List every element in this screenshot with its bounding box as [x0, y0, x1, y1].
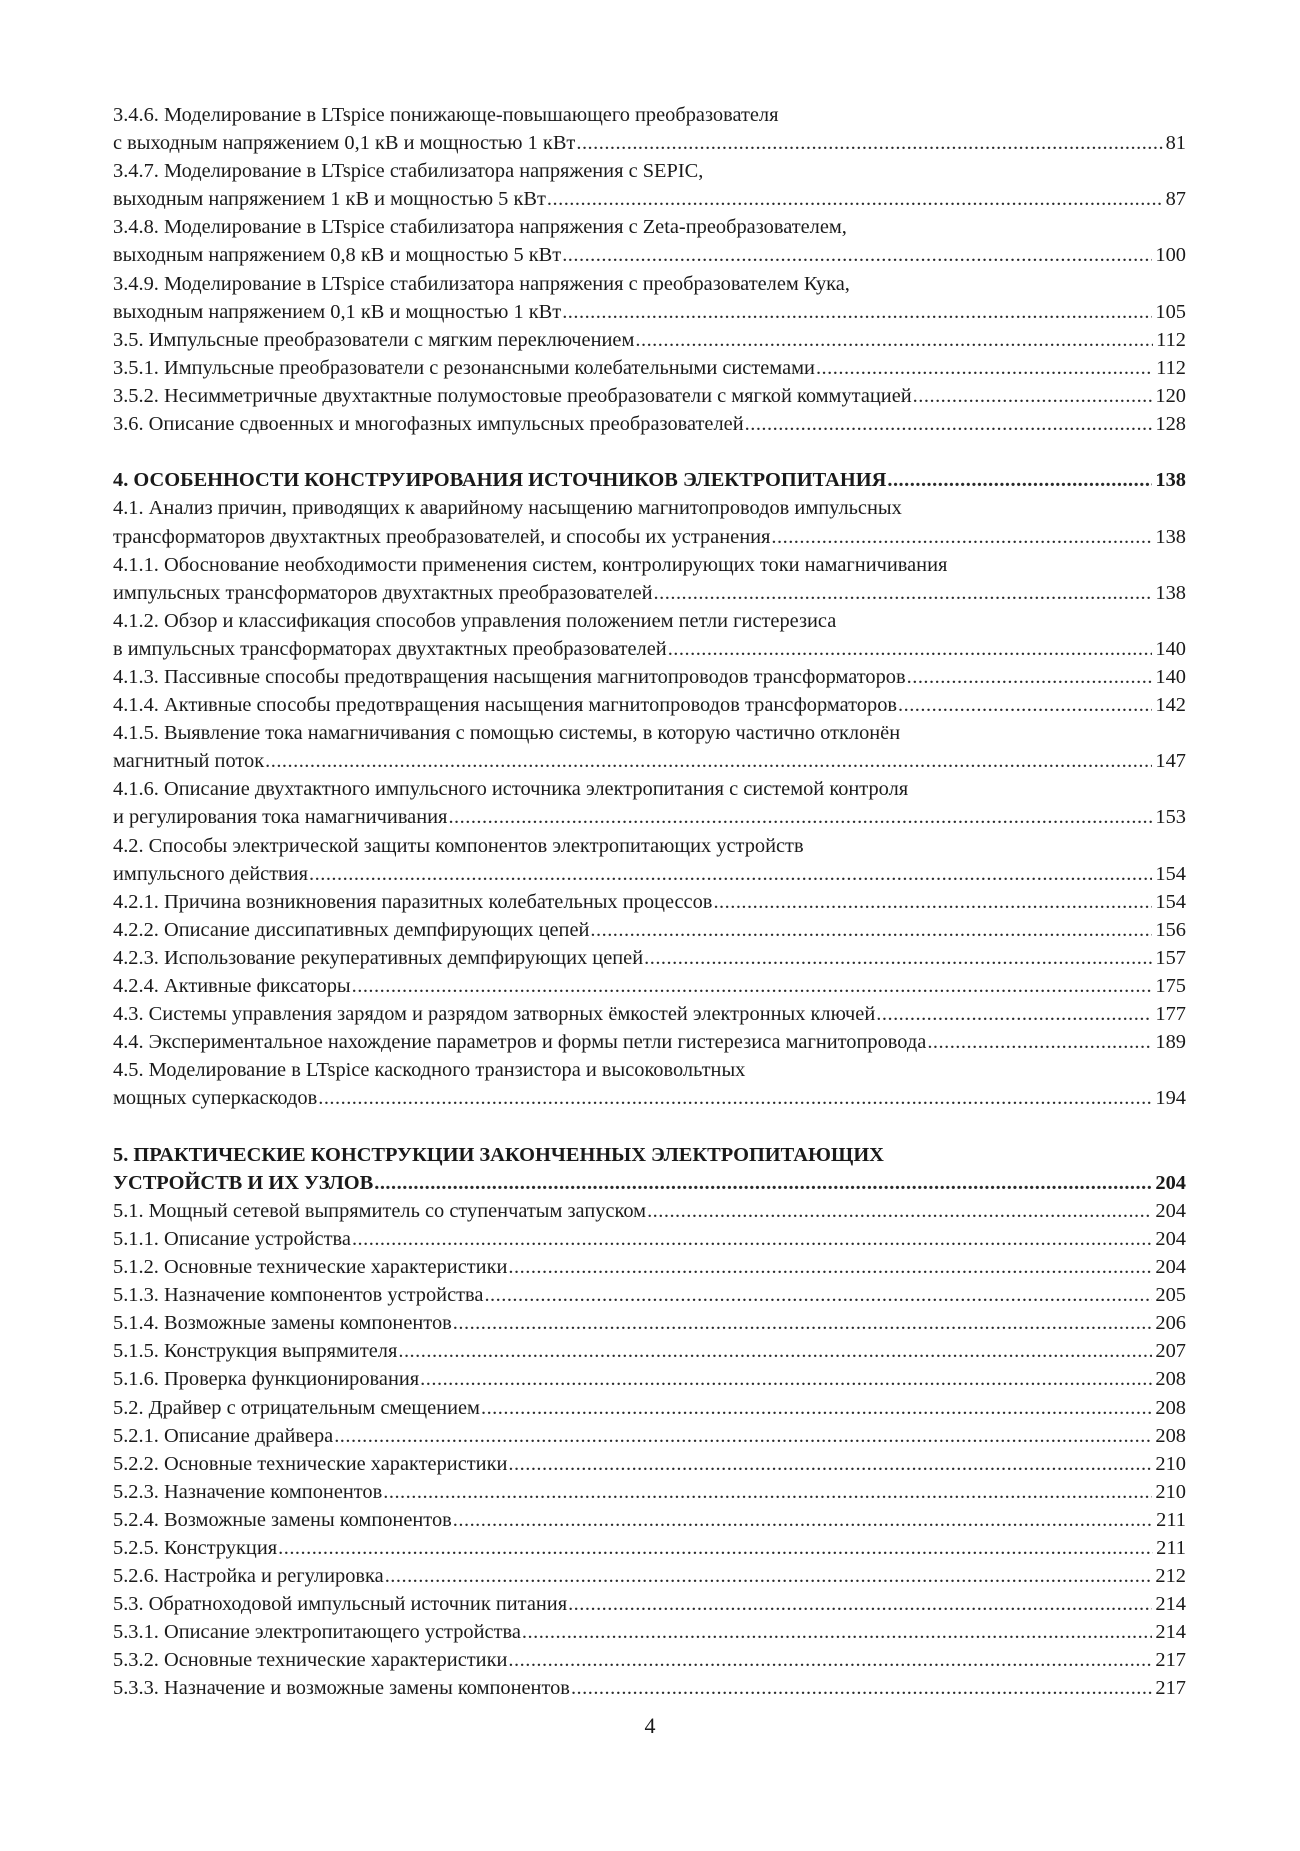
toc-line	[113, 298, 1186, 326]
toc-entry-title: 5.3.3. Назначение и возможные замены компонентов	[113, 1677, 570, 1700]
toc-page-number: 128	[1155, 413, 1186, 436]
toc-page-number: 208	[1155, 1424, 1186, 1447]
toc-entry-title: 4.1.4. Активные способы предотвращения насыщения магнитопроводов трансформаторов	[113, 694, 898, 717]
toc-entry	[113, 1253, 1186, 1281]
toc-entry	[113, 1028, 1186, 1056]
toc-chapter-heading	[113, 1141, 1186, 1197]
toc-entry-title: 3.4.9. Моделирование в LTspice стабилизатора напряжения с преобразователем Кука,	[113, 272, 850, 295]
toc-entry	[113, 551, 1186, 607]
toc-entry-title: 4.1. Анализ причин, приводящих к аварийному насыщению магнитопроводов импульсных	[113, 497, 902, 520]
toc-entry	[113, 382, 1186, 410]
toc-page-number: 207	[1155, 1340, 1186, 1363]
toc-entry-title: 5.3. Обратноходовой импульсный источник питания	[113, 1593, 568, 1616]
toc-entry	[113, 354, 1186, 382]
toc-entry	[113, 1478, 1186, 1506]
toc-page-number: 204	[1155, 1256, 1186, 1279]
toc-line	[113, 1056, 1186, 1084]
toc-entry	[113, 1337, 1186, 1365]
toc-entry-title: импульсного действия	[113, 862, 309, 885]
toc-line	[113, 1506, 1186, 1534]
toc-chapter-heading	[113, 466, 1186, 494]
toc-page-number: 105	[1155, 300, 1186, 323]
toc-line	[113, 213, 1186, 241]
toc-entry	[113, 832, 1186, 888]
toc-line	[113, 382, 1186, 410]
toc-entry-title: 4.1.1. Обоснование необходимости применения систем, контролирующих токи намагничивания	[113, 553, 948, 576]
dot-leader	[352, 1225, 1152, 1253]
toc-line	[113, 1141, 1186, 1169]
toc-page-number: 142	[1155, 694, 1186, 717]
toc-entry-title: 5. ПРАКТИЧЕСКИЕ КОНСТРУКЦИИ ЗАКОНЧЕННЫХ ЭЛЕКТРОПИТАЮЩИХ	[113, 1143, 884, 1166]
toc-line	[113, 1253, 1186, 1281]
toc-page-number: 194	[1155, 1087, 1186, 1110]
toc-page-number: 204	[1155, 1227, 1186, 1250]
toc-page-number: 112	[1156, 356, 1186, 379]
toc-entry-title: 4. ОСОБЕННОСТИ КОНСТРУИРОВАНИЯ ИСТОЧНИКОВ ЭЛЕКТРОПИТАНИЯ	[113, 469, 887, 492]
toc-entry	[113, 1562, 1186, 1590]
toc-entry	[113, 775, 1186, 831]
toc-line	[113, 1618, 1186, 1646]
toc-page-number: 138	[1155, 581, 1186, 604]
toc-page-number: 140	[1155, 637, 1186, 660]
dot-leader	[318, 1084, 1152, 1112]
toc-entry-title: 3.6. Описание сдвоенных и многофазных импульсных преобразователей	[113, 413, 744, 436]
toc-line	[113, 1169, 1186, 1197]
section-gap	[113, 1112, 1186, 1140]
toc-entry	[113, 1309, 1186, 1337]
toc-entry-title: 4.2.1. Причина возникновения паразитных колебательных процессов	[113, 890, 713, 913]
section-gap	[113, 438, 1186, 466]
toc-entry-title: выходным напряжением 1 кВ и мощностью 5 кВт	[113, 188, 546, 211]
toc-line	[113, 1309, 1186, 1337]
toc-page-number: 204	[1155, 1199, 1186, 1222]
dot-leader	[927, 1028, 1152, 1056]
toc-page-number: 87	[1165, 188, 1186, 211]
toc-line	[113, 944, 1186, 972]
toc-entry	[113, 888, 1186, 916]
toc-line	[113, 1646, 1186, 1674]
toc-entry-title: 3.5. Импульсные преобразователи с мягким переключением	[113, 328, 635, 351]
dot-leader	[713, 888, 1152, 916]
toc-line	[113, 523, 1186, 551]
toc-page-number: 81	[1165, 132, 1186, 155]
toc-line	[113, 101, 1186, 129]
toc-line	[113, 1028, 1186, 1056]
dot-leader	[547, 185, 1163, 213]
toc-page-number: 175	[1155, 975, 1186, 997]
dot-leader	[508, 1646, 1152, 1674]
toc-page-number: 212	[1155, 1565, 1186, 1588]
toc-page-number: 204	[1155, 1171, 1186, 1194]
dot-leader	[481, 1394, 1152, 1422]
dot-leader	[334, 1422, 1152, 1450]
toc-entry-title: 3.4.6. Моделирование в LTspice понижающе-повышающего преобразователя	[113, 104, 779, 126]
toc-entry	[113, 1674, 1186, 1702]
toc-entry-title: 5.2.2. Основные технические характеристики	[113, 1452, 508, 1475]
toc-entry-title: УСТРОЙСТВ И ИХ УЗЛОВ	[113, 1171, 374, 1194]
toc-entry-title: выходным напряжением 0,1 кВ и мощностью 1 кВт	[113, 300, 562, 323]
toc-entry	[113, 691, 1186, 719]
dot-leader	[453, 1309, 1153, 1337]
dot-leader	[571, 1674, 1152, 1702]
dot-leader	[590, 916, 1152, 944]
toc-line	[113, 663, 1186, 691]
toc-line	[113, 1674, 1186, 1702]
toc-entry	[113, 1281, 1186, 1309]
toc-line	[113, 803, 1186, 831]
toc-entry	[113, 1590, 1186, 1618]
toc-entry-title: 4.2. Способы электрической защиты компонентов электропитающих устройств	[113, 834, 804, 857]
toc-entry-title: импульсных трансформаторов двухтактных преобразователей	[113, 581, 653, 604]
toc-page-number: 208	[1155, 1396, 1186, 1419]
dot-leader	[398, 1337, 1152, 1365]
toc-entry-title: 4.1.2. Обзор и классификация способов управления положением петли гистерезиса	[113, 609, 837, 632]
toc-line	[113, 1394, 1186, 1422]
toc-entry	[113, 1225, 1186, 1253]
toc-page-number: 157	[1155, 946, 1186, 969]
toc-line	[113, 410, 1186, 438]
page-number: 4	[644, 1713, 656, 1738]
toc-entry-title: 5.2.6. Настройка и регулировка	[113, 1565, 384, 1588]
dot-leader	[647, 1197, 1152, 1225]
toc-line	[113, 157, 1186, 185]
toc-entry-title: 5.3.2. Основные технические характеристики	[113, 1649, 508, 1672]
toc-line	[113, 551, 1186, 579]
toc-entry-title: 5.1.5. Конструкция выпрямителя	[113, 1340, 398, 1363]
toc-entry-title: 4.2.3. Использование рекуперативных демпфирующих цепей	[113, 946, 644, 969]
toc-entry-title: в импульсных трансформаторах двухтактных преобразователей	[113, 637, 667, 660]
toc-page-number: 100	[1155, 244, 1186, 267]
dot-leader	[876, 1000, 1152, 1028]
toc-line	[113, 719, 1186, 747]
toc-page-number: 153	[1155, 806, 1186, 829]
toc-entry-title: магнитный поток	[113, 750, 265, 773]
toc-entry	[113, 1618, 1186, 1646]
dot-leader	[654, 579, 1153, 607]
toc-line	[113, 270, 1186, 298]
toc-page-number: 217	[1155, 1649, 1186, 1672]
toc-entry-title: 4.4. Экспериментальное нахождение параметров и формы петли гистерезиса магнитопровода	[113, 1031, 927, 1054]
toc-page-number: 154	[1155, 890, 1186, 913]
toc-line	[113, 1590, 1186, 1618]
toc-line	[113, 607, 1186, 635]
toc-line	[113, 888, 1186, 916]
toc-entry	[113, 1000, 1186, 1028]
toc-entry	[113, 663, 1186, 691]
toc-line	[113, 579, 1186, 607]
toc-line	[113, 1478, 1186, 1506]
toc-entry-title: 5.1.4. Возможные замены компонентов	[113, 1312, 452, 1335]
toc-line	[113, 775, 1186, 803]
toc-line	[113, 1337, 1186, 1365]
dot-leader	[374, 1169, 1152, 1197]
dot-leader	[265, 747, 1152, 775]
toc-page-number: 210	[1155, 1480, 1186, 1503]
toc-entry-title: 3.4.7. Моделирование в LTspice стабилизатора напряжения с SEPIC,	[113, 160, 704, 183]
toc-entry	[113, 270, 1186, 326]
toc-page-number: 211	[1156, 1536, 1186, 1559]
toc-entry-title: 4.2.2. Описание диссипативных демпфирующих цепей	[113, 918, 590, 941]
toc-page-number: 208	[1155, 1368, 1186, 1391]
toc-line	[113, 832, 1186, 860]
toc-page-number: 154	[1155, 862, 1186, 885]
toc-entry	[113, 916, 1186, 944]
toc-entry-title: 4.5. Моделирование в LTspice каскодного транзистора и высоковольтных	[113, 1059, 746, 1082]
toc-line	[113, 635, 1186, 663]
toc-entry-title: 5.2.5. Конструкция	[113, 1536, 278, 1559]
toc-entry	[113, 410, 1186, 438]
toc-entry	[113, 157, 1186, 213]
toc-page-number: 210	[1155, 1452, 1186, 1475]
toc-line	[113, 1225, 1186, 1253]
dot-leader	[508, 1450, 1152, 1478]
toc-entry	[113, 326, 1186, 354]
toc-entry-title: 4.1.5. Выявление тока намагничивания с помощью системы, в которую частично отклонён	[113, 722, 901, 745]
dot-leader	[635, 326, 1153, 354]
toc-line	[113, 972, 1186, 1000]
dot-leader	[278, 1534, 1153, 1562]
dot-leader	[668, 635, 1153, 663]
dot-leader	[771, 523, 1152, 551]
dot-leader	[352, 972, 1153, 1000]
dot-leader	[383, 1478, 1152, 1506]
toc-line	[113, 1422, 1186, 1450]
toc-page-number: 177	[1155, 1003, 1186, 1026]
toc-entry	[113, 1056, 1186, 1112]
toc-line	[113, 129, 1186, 157]
dot-leader	[385, 1562, 1153, 1590]
toc-page-number: 217	[1155, 1677, 1186, 1700]
dot-leader	[309, 860, 1152, 888]
toc-entry-title: 4.1.3. Пассивные способы предотвращения насыщения магнитопроводов трансформаторов	[113, 665, 906, 688]
toc-entry-title: 3.5.1. Импульсные преобразователи с резонансными колебательными системами	[113, 356, 815, 379]
dot-leader	[898, 691, 1152, 719]
toc-line	[113, 1450, 1186, 1478]
toc-line	[113, 1365, 1186, 1393]
toc-line	[113, 354, 1186, 382]
toc-entry	[113, 213, 1186, 269]
toc-entry-title: 4.3. Системы управления зарядом и разрядом затворных ёмкостей электронных ключей	[113, 1003, 876, 1026]
toc-page-number: 205	[1155, 1284, 1186, 1307]
toc-entry	[113, 101, 1186, 157]
dot-leader	[887, 466, 1152, 494]
toc-entry-title: 5.2.4. Возможные замены компонентов	[113, 1508, 452, 1531]
toc-entry	[113, 972, 1186, 1000]
toc-entry-title: 4.1.6. Описание двухтактного импульсного источника электропитания с системой контроля	[113, 778, 909, 801]
dot-leader	[484, 1281, 1152, 1309]
toc-line	[113, 1534, 1186, 1562]
toc-line	[113, 860, 1186, 888]
toc-entry-title: 3.4.8. Моделирование в LTspice стабилизатора напряжения с Zeta-преобразователем,	[113, 216, 847, 239]
toc-entry	[113, 719, 1186, 775]
toc-entry-title: 5.1.6. Проверка функционирования	[113, 1368, 420, 1391]
toc-page-number: 138	[1155, 525, 1186, 548]
toc-entry	[113, 1422, 1186, 1450]
toc-line	[113, 326, 1186, 354]
toc-line	[113, 1562, 1186, 1590]
toc-entry-title: трансформаторов двухтактных преобразователей, и способы их устранения	[113, 525, 771, 548]
toc-page-number: 120	[1155, 384, 1186, 407]
toc-line	[113, 747, 1186, 775]
dot-leader	[644, 944, 1152, 972]
toc-page-number: 211	[1156, 1508, 1186, 1531]
toc-entry	[113, 1365, 1186, 1393]
toc-entry	[113, 494, 1186, 550]
toc-entry-title: мощных суперкаскодов	[113, 1087, 318, 1110]
toc-entry-title: 5.1.1. Описание устройства	[113, 1227, 351, 1250]
toc-entry-title: 5.3.1. Описание электропитающего устройства	[113, 1621, 521, 1644]
toc-page-number: 189	[1155, 1031, 1186, 1054]
toc-line	[113, 1197, 1186, 1225]
dot-leader	[420, 1365, 1152, 1393]
toc-line	[113, 466, 1186, 494]
toc-entry-title: 5.2.1. Описание драйвера	[113, 1424, 334, 1447]
toc-page-number: 214	[1155, 1593, 1186, 1616]
toc-page-number: 156	[1155, 918, 1186, 941]
toc-entry	[113, 607, 1186, 663]
dot-leader	[907, 663, 1153, 691]
toc-entry-title: 5.1.3. Назначение компонентов устройства	[113, 1284, 484, 1307]
toc-page-number: 147	[1155, 750, 1186, 773]
toc-entry	[113, 944, 1186, 972]
toc-page-number: 140	[1155, 665, 1186, 688]
toc-entry	[113, 1534, 1186, 1562]
dot-leader	[453, 1506, 1153, 1534]
dot-leader	[562, 298, 1152, 326]
toc-line	[113, 691, 1186, 719]
toc-entry	[113, 1197, 1186, 1225]
toc-entry-title: и регулирования тока намагничивания	[113, 806, 448, 829]
toc-entry-title: 5.1.2. Основные технические характеристики	[113, 1256, 508, 1279]
toc-entry-title: 3.5.2. Несимметричные двухтактные полумостовые преобразователи с мягкой коммутацией	[113, 384, 912, 407]
dot-leader	[568, 1590, 1152, 1618]
dot-leader	[913, 382, 1153, 410]
toc-entry-title: 5.2. Драйвер с отрицательным смещением	[113, 1396, 480, 1419]
toc-entry	[113, 1646, 1186, 1674]
toc-line	[113, 1281, 1186, 1309]
toc-page-number: 214	[1155, 1621, 1186, 1644]
dot-leader	[745, 410, 1153, 438]
toc-page-number: 112	[1156, 328, 1186, 351]
toc-entry-title: 5.2.3. Назначение компонентов	[113, 1480, 383, 1503]
dot-leader	[576, 129, 1162, 157]
toc-entry	[113, 1450, 1186, 1478]
toc-line	[113, 185, 1186, 213]
toc-entry	[113, 1394, 1186, 1422]
toc-page-number: 206	[1155, 1312, 1186, 1335]
dot-leader	[522, 1618, 1153, 1646]
dot-leader	[448, 803, 1152, 831]
toc-line	[113, 241, 1186, 269]
toc-entry-title: 5.1. Мощный сетевой выпрямитель со ступенчатым запуском	[113, 1199, 647, 1222]
toc-line	[113, 494, 1186, 522]
toc-line	[113, 916, 1186, 944]
toc-line	[113, 1000, 1186, 1028]
toc-entry-title: 4.2.4. Активные фиксаторы	[113, 975, 351, 997]
dot-leader	[508, 1253, 1152, 1281]
dot-leader	[816, 354, 1153, 382]
toc-entry	[113, 1506, 1186, 1534]
toc-line	[113, 1084, 1186, 1112]
toc-entry-title: с выходным напряжением 0,1 кВ и мощностью 1 кВт	[113, 132, 576, 155]
table-of-contents	[113, 101, 1186, 1703]
toc-entry-title: выходным напряжением 0,8 кВ и мощностью 5 кВт	[113, 244, 562, 267]
dot-leader	[562, 241, 1152, 269]
toc-page-number: 138	[1155, 469, 1186, 492]
